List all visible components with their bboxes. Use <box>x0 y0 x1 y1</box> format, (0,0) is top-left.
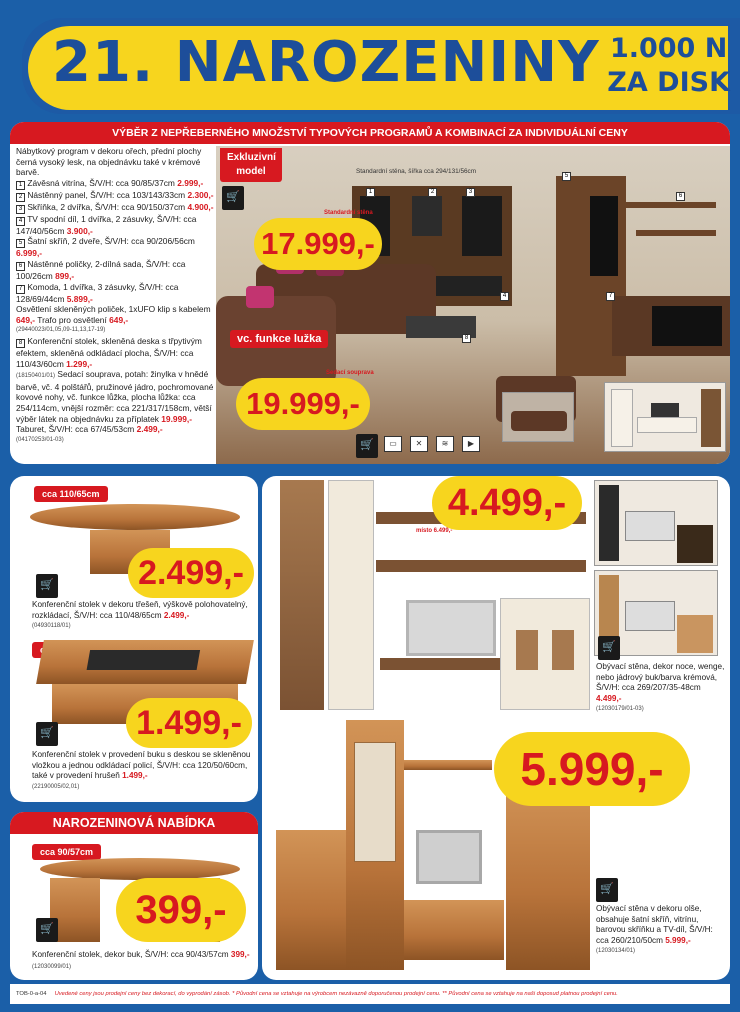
footer <box>10 984 730 1004</box>
program-intro: Nábytkový program v dekoru ořech, přední plochy černá vysoký lesk, na objednávku také v krémové barvě. <box>16 146 202 178</box>
wall-shelf <box>636 230 716 236</box>
marker-2: 2 <box>428 188 437 197</box>
program-item: 6 Nástěnné poličky, 2-dílná sada, Š/V/H: cca 100/26cm 899,- <box>16 258 186 281</box>
sofa-label-small: Sedací souprava <box>326 370 374 376</box>
footer-code: TOB-0-a-04 <box>16 991 47 997</box>
arrows-icon: ✕ <box>410 436 428 452</box>
marker-6: 6 <box>676 192 685 201</box>
marker-7: 7 <box>606 292 615 301</box>
bed-icon: ▭ <box>384 436 402 452</box>
price-burst-5: 399,- <box>116 878 246 942</box>
table-2-description: Konferenční stolek v provedení buku s deskou se skleněnou vložkou a jednou odkládací policí, Š/V/H: cca 120/50/60cm, také v provedení hrušeň 1.499,- (22190005/02,01) <box>32 750 251 790</box>
price-burst-3: 4.499,- <box>432 476 582 530</box>
header-offer <box>607 32 730 100</box>
sofa-bed-thumbnail <box>502 392 574 442</box>
sofa-price-burst: 19.999,- <box>236 378 370 430</box>
table-top-2 <box>36 640 254 684</box>
table-top-4 <box>40 858 240 880</box>
program-item: 1 Závěsná vitrína, Š/V/H: cca 90/85/37cm 2.999,- <box>16 178 220 190</box>
table-4-description: Konferenční stolek, dekor buk, Š/V/H: cca 90/43/57cm 399,- (12030099/01) <box>32 950 250 970</box>
spring-icon: ≋ <box>436 436 454 452</box>
wall-shelf <box>626 202 716 208</box>
price-burst-2: 1.499,- <box>126 698 252 748</box>
standard-label-small: Standardní stěna <box>324 210 373 216</box>
lighting-line: Osvětlení skleněných poliček, 1xUFO klip s kabelem 649,- Trafo pro osvětlení 649,- <box>16 304 211 325</box>
bed-function-label: vc. funkce lužka <box>230 330 328 348</box>
birthday-offer-banner: NAROZENINOVÁ NABÍDKA <box>10 812 258 834</box>
program-item: 7 Komoda, 1 dvířka, 3 zásuvky, Š/V/H: cca 128/69/44cm 5.899,- <box>16 281 179 304</box>
cart-icon: 🛒 <box>598 636 620 660</box>
program-item: 2 Nástěnný panel, Š/V/H: cca 103/143/33cm 2.300,- <box>16 190 220 202</box>
standard-wall-label: Standardní stěna, šířka cca 294/131/56cm <box>356 168 477 175</box>
cart-icon: 🛒 <box>36 918 58 942</box>
dark-wall-thumbnail <box>594 480 718 566</box>
wall-units-panel <box>262 476 730 980</box>
old-price-3: místo 6.499,- <box>416 528 453 534</box>
taburet-item: Taburet, Š/V/H: cca 67/45/53cm 2.499,- <box>16 424 163 435</box>
program-items <box>16 178 220 304</box>
header-offer-line2: ZA DISK <box>607 67 730 98</box>
page-title: 21. NAROZENINY <box>52 30 600 95</box>
table-1-description: Konferenční stolek v dekoru třešeň, výškově polohovatelný, rozkládací, Š/V/H: cca 110/48/65cm 2.499,- (04930118/01) <box>32 600 248 629</box>
marker-1: 1 <box>366 188 375 197</box>
living-room-panel <box>10 122 730 464</box>
sofa-item: (18150401/01) Sedací souprava, potah: žinylka v hnědé barvě, vč. 4 polštářů, pružinové jádro, pochromované kovové nohy, vč. funkce lůžka, plocha lůžka: cca 254/114cm, vnější rozměr: cca 221/317/158cm, větší výběr látek na objednávku za příplatek 19.999,- <box>16 369 214 424</box>
size-tag-1: cca 110/65cm <box>34 486 108 502</box>
wall-1-description: Obývací stěna, dekor noce, wenge, nebo jádrový buk/barva krémová, Š/V/H: cca 269/207/35-48cm 4.499,- (12030179/01-03) <box>596 662 725 712</box>
exclusive-model-tag: Exkluzivní model <box>220 148 282 182</box>
pillow <box>246 286 274 308</box>
cart-icon: 🛒 <box>36 574 58 598</box>
program-item: 5 Šatní skříň, 2 dveře, Š/V/H: cca 90/206/56cm 6.999,- <box>16 236 195 259</box>
table-top-1 <box>30 504 240 530</box>
cart-icon: 🛒 <box>222 186 244 210</box>
program-item: 4 TV spodní díl, 1 dvířka, 2 zásuvky, Š/V/H: cca 147/40/56cm 3.900,- <box>16 213 197 236</box>
truck-icon: ▶ <box>462 436 480 452</box>
marker-5: 5 <box>562 172 571 181</box>
program-description <box>16 146 220 445</box>
sideboard <box>612 296 730 356</box>
marker-4: 4 <box>500 292 509 301</box>
header-offer-line1: 1.000 N <box>609 33 728 64</box>
footer-disclaimer: Uvedené ceny jsou prodejní ceny bez dekorací, do vyprodání zásob. * Původní cena se vztahuje na výrobcem nezávazně doporučenou prodejní cenu. ** Původní cena se vztahuje na naši doposud platnou prodejní cenu. <box>54 991 618 997</box>
program-item: 3 Skříňka, 2 dvířka, Š/V/H: cca 90/150/37cm 4.900,- <box>16 202 220 214</box>
size-tag-4: cca 90/57cm <box>32 844 101 860</box>
cart-icon: 🛒 <box>36 722 58 746</box>
marker-3: 3 <box>466 188 475 197</box>
product-code: (29440023/01,05,09-11,13,17-19) <box>16 327 106 334</box>
cart-icon: 🛒 <box>596 878 618 902</box>
selection-banner: VÝBĚR Z NEPŘEBERNÉHO MNOŽSTVÍ TYPOVÝCH PROGRAMŮ A KOMBINACÍ ZA INDIVIDUÁLNÍ CENY <box>10 122 730 144</box>
wall-2-description: Obývací stěna v dekoru olše, obsahuje šatní skříň, vitrínu, barovou skříňku a TV-díl, Š/V/H: cca 260/210/50cm 5.999,- (12030134/01) <box>596 904 713 954</box>
living-room-photo <box>216 146 730 464</box>
cream-wall-thumbnail <box>604 382 726 452</box>
coffee-tables-panel <box>10 476 258 802</box>
wall-price-burst: 17.999,- <box>254 218 382 270</box>
marker-8: 8 <box>462 334 471 343</box>
product-code: (04170253/01-03) <box>16 436 64 443</box>
price-burst-4: 5.999,- <box>494 732 690 806</box>
cart-icon: 🛒 <box>356 434 378 458</box>
birthday-offer-panel <box>10 812 258 980</box>
table-item: 8 Konferenční stolek, skleněná deska s třpytivým efektem, skleněná odkládací plocha, Š/V/H: cca 110/43/60cm 1.299,- <box>16 335 202 369</box>
price-burst-1: 2.499,- <box>128 548 254 598</box>
